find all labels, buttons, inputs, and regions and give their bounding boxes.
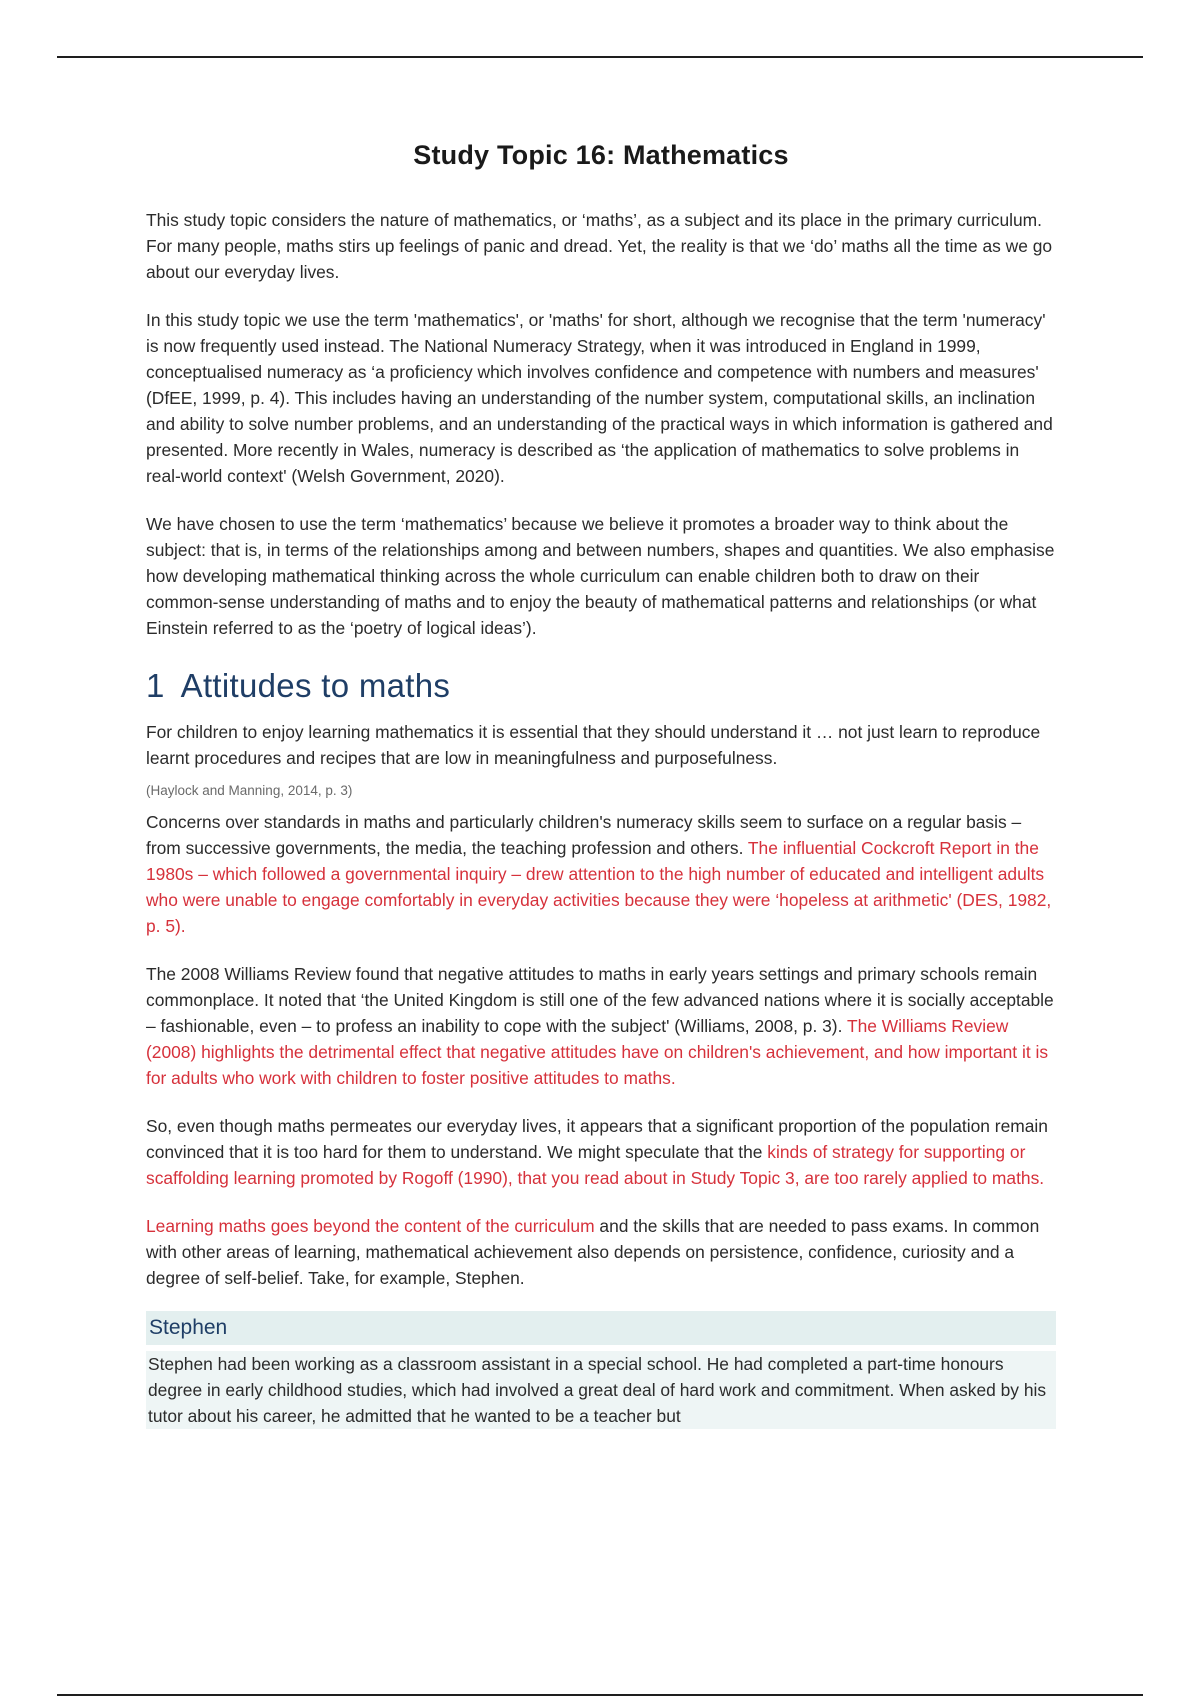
- section-title: Attitudes to maths: [180, 667, 451, 704]
- text-run: Concerns over standards in maths and particularly children's numeracy skills seem to surface on a regular basis – from successive governments, the media, the teaching profession and others.: [146, 812, 1022, 858]
- header-rule: [57, 56, 1143, 58]
- highlighted-text: Learning maths goes beyond the content of the curriculum: [146, 1216, 595, 1236]
- intro-paragraph-3: We have chosen to use the term ‘mathematics’ because we believe it promotes a broader way to think about the subject: that is, in terms of the relationships among and between numbers, shapes and quantities. We also emphasise how developing mathematical thinking across the whole curriculum can enable children both to draw on their common-sense understanding of maths and to enjoy the beauty of mathematical patterns and relationships (or what Einstein referred to as the ‘poetry of logical ideas’).: [146, 514, 1055, 638]
- section-number: 1: [146, 667, 165, 704]
- text-run: The 2008 Williams Review found that negative attitudes to maths in early years settings and primary schools remain commonplace. It noted that ‘the United Kingdom is still one of the few advanced nations where it is socially acceptable – fashionable, even – to profess an inability to cope with the subject' (Williams, 2008, p. 3).: [146, 964, 1054, 1036]
- text-run: So, even though maths permeates our everyday lives, it appears that a significant proportion of the population remain convinced that it is too hard for them to understand. We might speculate that the: [146, 1116, 1048, 1162]
- footer-rule: [57, 1694, 1143, 1696]
- case-study-body: Stephen had been working as a classroom assistant in a special school. He had completed a part-time honours degree in early childhood studies, which had involved a great deal of hard work and commitment. When asked by his tutor about his career, he admitted that he wanted to be a teacher but: [146, 1351, 1056, 1429]
- document-page: [146, 140, 1056, 1429]
- text-run: and the skills that are needed to pass exams. In common with other areas of learning, mathematical achievement also depends on persistence, confidence, curiosity and a degree of self-belief. Take, for example, Stephen.: [146, 1216, 1040, 1288]
- intro-paragraph-1: This study topic considers the nature of mathematics, or ‘maths’, as a subject and its place in the primary curriculum. For many people, maths stirs up feelings of panic and dread. Yet, the reality is that we ‘do’ maths all the time as we go about our everyday lives.: [146, 210, 1053, 282]
- block-quote: For children to enjoy learning mathematics it is essential that they should understand it … not just learn to reproduce learnt procedures and recipes that are low in meaningfulness and purposefulness.: [146, 722, 1041, 768]
- quote-citation: (Haylock and Manning, 2014, p. 3): [146, 783, 353, 798]
- highlighted-text: kinds of strategy for supporting or scaffolding learning promoted by Rogoff (1990), that you read about in Study Topic 3, are too rarely applied to maths.: [146, 1142, 1045, 1188]
- body-paragraph-1: [146, 809, 1056, 939]
- body-paragraph-3: [146, 1113, 1056, 1191]
- page-title: Study Topic 16: Mathematics: [413, 140, 789, 170]
- highlighted-text: The influential Cockcroft Report in the 1980s – which followed a governmental inquiry – drew attention to the high number of educated and intelligent adults who were unable to engage comfortably in everyday activities because they were ‘hopeless at arithmetic' (DES, 1982, p. 5).: [146, 838, 1052, 936]
- body-paragraph-4: [146, 1213, 1056, 1291]
- intro-paragraph-2: In this study topic we use the term 'mathematics', or 'maths' for short, although we recognise that the term 'numeracy' is now frequently used instead. The National Numeracy Strategy, when it was introduced in England in 1999, conceptualised numeracy as ‘a proficiency which involves confidence and competence with numbers and measures' (DfEE, 1999, p. 4). This includes having an understanding of the number system, computational skills, an inclination and ability to solve number problems, and an understanding of the practical ways in which information is gathered and presented. More recently in Wales, numeracy is described as ‘the application of mathematics to solve problems in real-world context' (Welsh Government, 2020).: [146, 310, 1053, 486]
- body-paragraph-2: [146, 961, 1056, 1091]
- case-study-heading: Stephen: [146, 1311, 1056, 1345]
- section-heading: [146, 667, 1056, 705]
- highlighted-text: The Williams Review (2008) highlights the detrimental effect that negative attitudes have on children's achievement, and how important it is for adults who work with children to foster positive attitudes to maths.: [146, 1016, 1049, 1088]
